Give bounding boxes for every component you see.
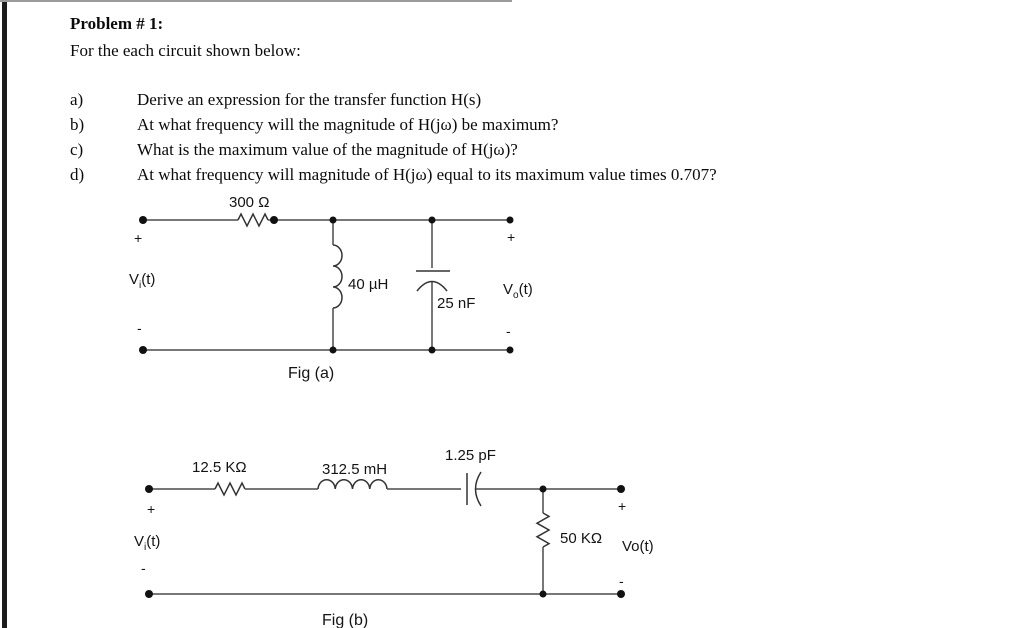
- fig-b-node-bottom-left: [145, 590, 153, 598]
- fig-a-capacitor-value: 25 nF: [437, 295, 476, 312]
- fig-a-vin-sub: i: [139, 280, 142, 291]
- fig-a-node-inductor-top: [330, 217, 337, 224]
- fig-a-vin-rest: (t): [141, 271, 156, 288]
- fig-a-inductor-symbol: [333, 245, 342, 308]
- fig-b-vin-rest: (t): [146, 533, 161, 550]
- fig-a-node-after-resistor: [270, 216, 278, 224]
- question-b-text: At what frequency will the magnitude of H(jω) be maximum?: [137, 115, 559, 134]
- fig-b-inductor-value: 312.5 mH: [322, 461, 388, 478]
- fig-b-vin-sub: i: [144, 542, 147, 553]
- fig-b-node-shunt-bottom: [540, 591, 547, 598]
- question-d-marker: d): [70, 165, 85, 184]
- fig-b-vout-plus: +: [618, 498, 627, 514]
- fig-a-node-top-left: [139, 216, 147, 224]
- fig-a-node-bottom-left: [139, 346, 147, 354]
- fig-a-resistor-symbol: [238, 214, 268, 226]
- fig-b-series-resistor-symbol: [215, 483, 245, 495]
- fig-a-vin-base: V: [129, 271, 140, 288]
- fig-a-vin-minus: -: [137, 320, 142, 336]
- fig-a-vout-minus: -: [506, 323, 511, 339]
- fig-b-shunt-resistor-value: 50 KΩ: [560, 530, 603, 547]
- fig-a-vout-base: V: [503, 281, 514, 298]
- question-a-marker: a): [70, 90, 84, 109]
- fig-a-vout-sub: o: [513, 290, 519, 301]
- fig-a-vin-plus: +: [134, 230, 143, 246]
- fig-b-vout-minus: -: [619, 573, 624, 589]
- fig-a-resistor-value: 300 Ω: [229, 194, 270, 211]
- question-a-text: Derive an expression for the transfer function H(s): [137, 90, 482, 109]
- fig-b-shunt-resistor-symbol: [537, 513, 549, 547]
- question-c-text: What is the maximum value of the magnitude of H(jω)?: [137, 140, 518, 159]
- fig-b-node-shunt-top: [540, 486, 547, 493]
- fig-a-node-capacitor-top: [429, 217, 436, 224]
- question-d-text: At what frequency will magnitude of H(jω) equal to its maximum value times 0.707?: [137, 165, 717, 184]
- fig-b-vin-label: [134, 533, 160, 553]
- fig-b-vout-label: Vo(t): [622, 538, 654, 555]
- fig-a-node-bottom-right: [507, 347, 514, 354]
- fig-b-capacitor-value: 1.25 pF: [445, 447, 496, 464]
- fig-b-vin-base: V: [134, 533, 145, 550]
- fig-b-node-top-left: [145, 485, 153, 493]
- fig-a-vout-plus: +: [507, 229, 516, 245]
- fig-a-node-inductor-bottom: [330, 347, 337, 354]
- fig-a-vout-label: [503, 281, 533, 301]
- fig-a-inductor-value: 40 µH: [348, 276, 389, 293]
- fig-a-node-capacitor-bottom: [429, 347, 436, 354]
- fig-b-vin-plus: +: [147, 501, 156, 517]
- fig-b-caption: Fig (b): [322, 612, 369, 628]
- question-b-marker: b): [70, 115, 85, 134]
- problem-title: Problem # 1:: [70, 14, 164, 33]
- fig-b-vin-minus: -: [141, 560, 146, 576]
- question-c-marker: c): [70, 140, 84, 159]
- problem-subtitle: For the each circuit shown below:: [70, 41, 301, 60]
- fig-a-node-top-right: [507, 217, 514, 224]
- fig-b-inductor-symbol: [318, 480, 387, 489]
- fig-b-circuit: [145, 472, 625, 598]
- fig-a-circuit: [139, 214, 514, 354]
- fig-b-series-resistor-value: 12.5 KΩ: [192, 459, 247, 476]
- fig-b-node-top-right: [617, 485, 625, 493]
- fig-a-vin-label: [129, 271, 155, 291]
- fig-a-vout-rest: (t): [518, 281, 533, 298]
- fig-a-caption: Fig (a): [288, 365, 335, 382]
- fig-b-node-bottom-right: [617, 590, 625, 598]
